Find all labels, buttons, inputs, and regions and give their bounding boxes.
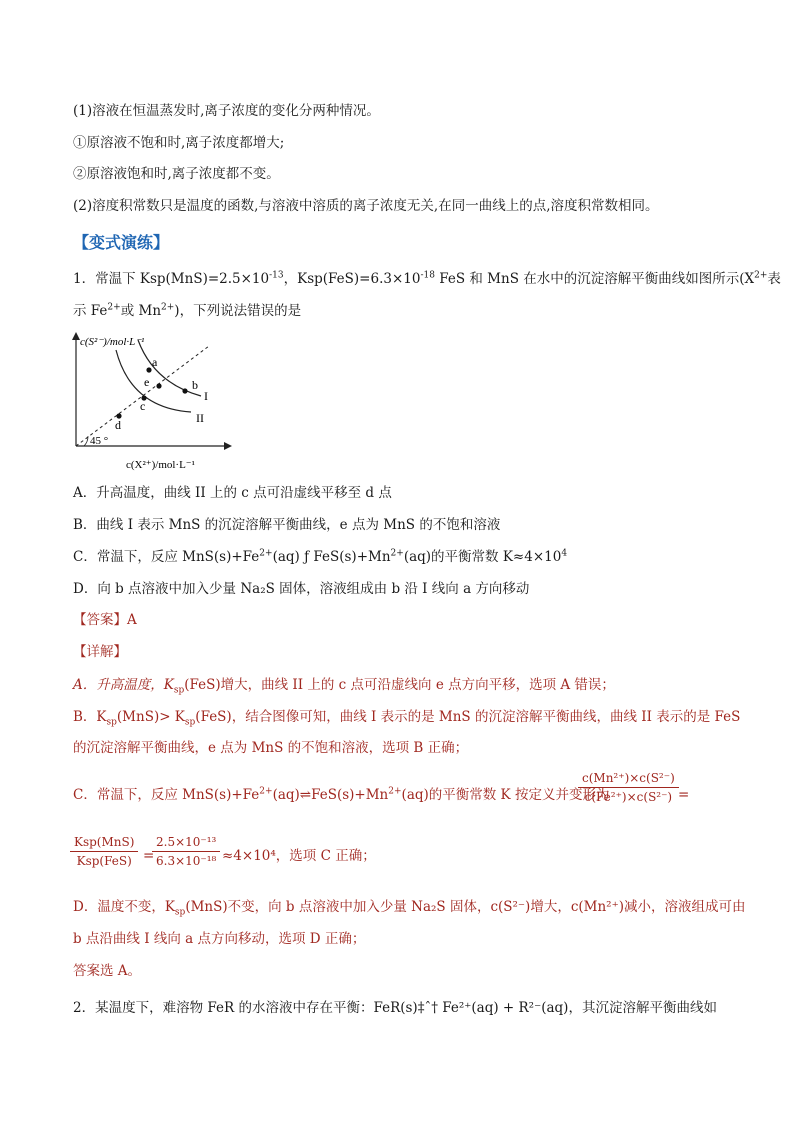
q1-stem-a-exp: -13 bbox=[269, 270, 284, 281]
explain-d-sub: sp bbox=[174, 907, 186, 918]
option-c bbox=[73, 547, 567, 567]
q1-stem-d: 示 Fe bbox=[73, 303, 108, 319]
q1-stem-c2: 表 bbox=[767, 271, 781, 287]
explain-c-s1: 2+ bbox=[259, 786, 273, 797]
q1-stem-e-sup: 2+ bbox=[161, 302, 175, 313]
option-a: A．升高温度，曲线 II 上的 c 点可沿虚线平移至 d 点 bbox=[73, 485, 392, 501]
q1-stem-line2 bbox=[73, 301, 301, 321]
explain-c-result: ≈4×10⁴，选项 C 正确； bbox=[222, 848, 376, 864]
x-axis-label: c(X²⁺)/mol·L⁻¹ bbox=[126, 459, 195, 471]
point-d-label: d bbox=[115, 418, 121, 432]
explain-b-3: (FeS)，结合图像可知，曲线 I 表示的是 MnS 的沉淀溶解平衡曲线，曲线 II 表示的是 FeS bbox=[195, 709, 741, 725]
explain-b-sub2: sp bbox=[184, 717, 196, 728]
fraction-values-num: 2.5×10⁻¹³ bbox=[152, 835, 220, 852]
explain-d-1: D．温度不变，K bbox=[73, 899, 175, 915]
explain-c-s2: 2+ bbox=[388, 786, 402, 797]
solubility-graph bbox=[66, 328, 236, 478]
fraction-k-num: c(Mn²⁺)×c(S²⁻) bbox=[578, 771, 679, 788]
explain-a bbox=[73, 675, 615, 695]
fraction-ksp bbox=[70, 835, 138, 868]
explain-b-2: (MnS)> K bbox=[116, 709, 185, 725]
intro-p2: ①原溶液不饱和时,离子浓度都增大; bbox=[73, 135, 285, 151]
q1-stem-d-sup: 2+ bbox=[107, 302, 121, 313]
option-c-s1: 2+ bbox=[259, 548, 273, 559]
explain-c-2: (aq)⇌FeS(s)+Mn bbox=[272, 787, 389, 803]
option-c-b: (aq) ƒ FeS(s)+Mn bbox=[272, 549, 391, 565]
explain-a-2: (FeS)增大，曲线 II 上的 c 点可沿虚线向 e 点方向平移，选项 A 错误； bbox=[184, 677, 615, 693]
option-c-s3: 4 bbox=[561, 548, 568, 559]
fraction-values bbox=[152, 835, 220, 868]
option-c-c: (aq)的平衡常数 K≈4×10 bbox=[403, 549, 562, 565]
answer-line bbox=[73, 610, 137, 630]
answer-label: 【答案】 bbox=[73, 612, 127, 628]
intro-p3: ②原溶液饱和时,离子浓度都不变。 bbox=[73, 166, 280, 182]
explain-a-1: A．升高温度，K bbox=[73, 677, 174, 693]
explain-b-sub1: sp bbox=[106, 717, 117, 728]
y-axis-label: c(S²⁻)/mol·L⁻¹ bbox=[80, 336, 145, 348]
fraction-ksp-num: Ksp(MnS) bbox=[70, 835, 138, 852]
x-axis-arrow bbox=[224, 442, 232, 450]
point-a-label: a bbox=[152, 355, 158, 369]
explain-d-line2: b 点沿曲线 I 线向 a 点方向移动，选项 D 正确； bbox=[73, 931, 366, 947]
curve-I-label: I bbox=[204, 389, 208, 403]
equals-sign-2: = bbox=[143, 848, 155, 864]
q1-stem-c-sup: 2+ bbox=[754, 270, 768, 281]
fraction-k-den: c(Fe²⁺)×c(S²⁻) bbox=[584, 790, 673, 804]
point-e-label: e bbox=[144, 375, 150, 389]
explain-d-2: (MnS)不变，向 b 点溶液中加入少量 Na₂S 固体，c(S²⁻)增大，c(Mn²⁺)减小，溶液组成可由 bbox=[185, 899, 746, 915]
q1-stem-a: 1．常温下 Ksp(MnS)=2.5×10 bbox=[73, 271, 270, 287]
answer-value: A bbox=[127, 612, 137, 628]
q1-stem-c: FeS 和 MnS 在水中的沉淀溶解平衡曲线如图所示(X bbox=[434, 271, 755, 287]
point-c-label: c bbox=[140, 399, 146, 413]
explain-b-1: B．K bbox=[73, 709, 107, 725]
explain-a-sub: sp bbox=[173, 685, 185, 696]
q1-stem-b: ，Ksp(FeS)=6.3×10 bbox=[283, 271, 421, 287]
angle-label: 45 ° bbox=[90, 435, 109, 447]
intro-p1: (1)溶液在恒温蒸发时,离子浓度的变化分两种情况。 bbox=[73, 103, 380, 119]
explain-c-3: (aq)的平衡常数 K 按定义并变形为 bbox=[401, 787, 610, 803]
option-b: B．曲线 I 表示 MnS 的沉淀溶解平衡曲线，e 点为 MnS 的不饱和溶液 bbox=[73, 517, 501, 533]
q1-stem-f: )，下列说法错误的是 bbox=[174, 303, 302, 319]
fraction-values-den: 6.3×10⁻¹⁸ bbox=[156, 854, 217, 868]
fraction-k-definition bbox=[578, 771, 679, 804]
explain-c-line1 bbox=[73, 785, 609, 805]
q1-stem-line1 bbox=[73, 269, 781, 289]
final-answer: 答案选 A。 bbox=[73, 963, 142, 979]
option-c-s2: 2+ bbox=[390, 548, 404, 559]
explain-c-1: C．常温下，反应 MnS(s)+Fe bbox=[73, 787, 260, 803]
point-a bbox=[146, 367, 151, 372]
curve-II-label: II bbox=[196, 411, 204, 425]
q1-stem-b-exp: -18 bbox=[420, 270, 435, 281]
point-e bbox=[156, 383, 161, 388]
q1-stem-e: 或 Mn bbox=[120, 303, 162, 319]
intro-p4: (2)溶度积常数只是温度的函数,与溶液中溶质的离子浓度无关,在同一曲线上的点,溶度积常数相同。 bbox=[73, 198, 659, 214]
y-axis-arrow bbox=[72, 332, 80, 340]
section-title: 【变式演练】 bbox=[73, 233, 170, 252]
point-b-label: b bbox=[192, 378, 198, 392]
q2-stem: 2．某温度下，难溶物 FeR 的水溶液中存在平衡：FeR(s)‡ˆ† Fe²⁺(aq) + R²⁻(aq)，其沉淀溶解平衡曲线如 bbox=[73, 1000, 717, 1016]
explain-b-line1 bbox=[73, 707, 740, 727]
equals-sign: = bbox=[678, 787, 690, 803]
fraction-ksp-den: Ksp(FeS) bbox=[76, 854, 132, 868]
explain-b-line2: 的沉淀溶解平衡曲线，e 点为 MnS 的不饱和溶液，选项 B 正确； bbox=[73, 740, 469, 756]
option-d: D．向 b 点溶液中加入少量 Na₂S 固体，溶液组成由 b 沿 I 线向 a 方向移动 bbox=[73, 581, 530, 597]
option-c-a: C．常温下，反应 MnS(s)+Fe bbox=[73, 549, 260, 565]
point-b bbox=[182, 388, 187, 393]
detail-label: 【详解】 bbox=[73, 644, 127, 660]
explain-d-line1 bbox=[73, 897, 745, 917]
